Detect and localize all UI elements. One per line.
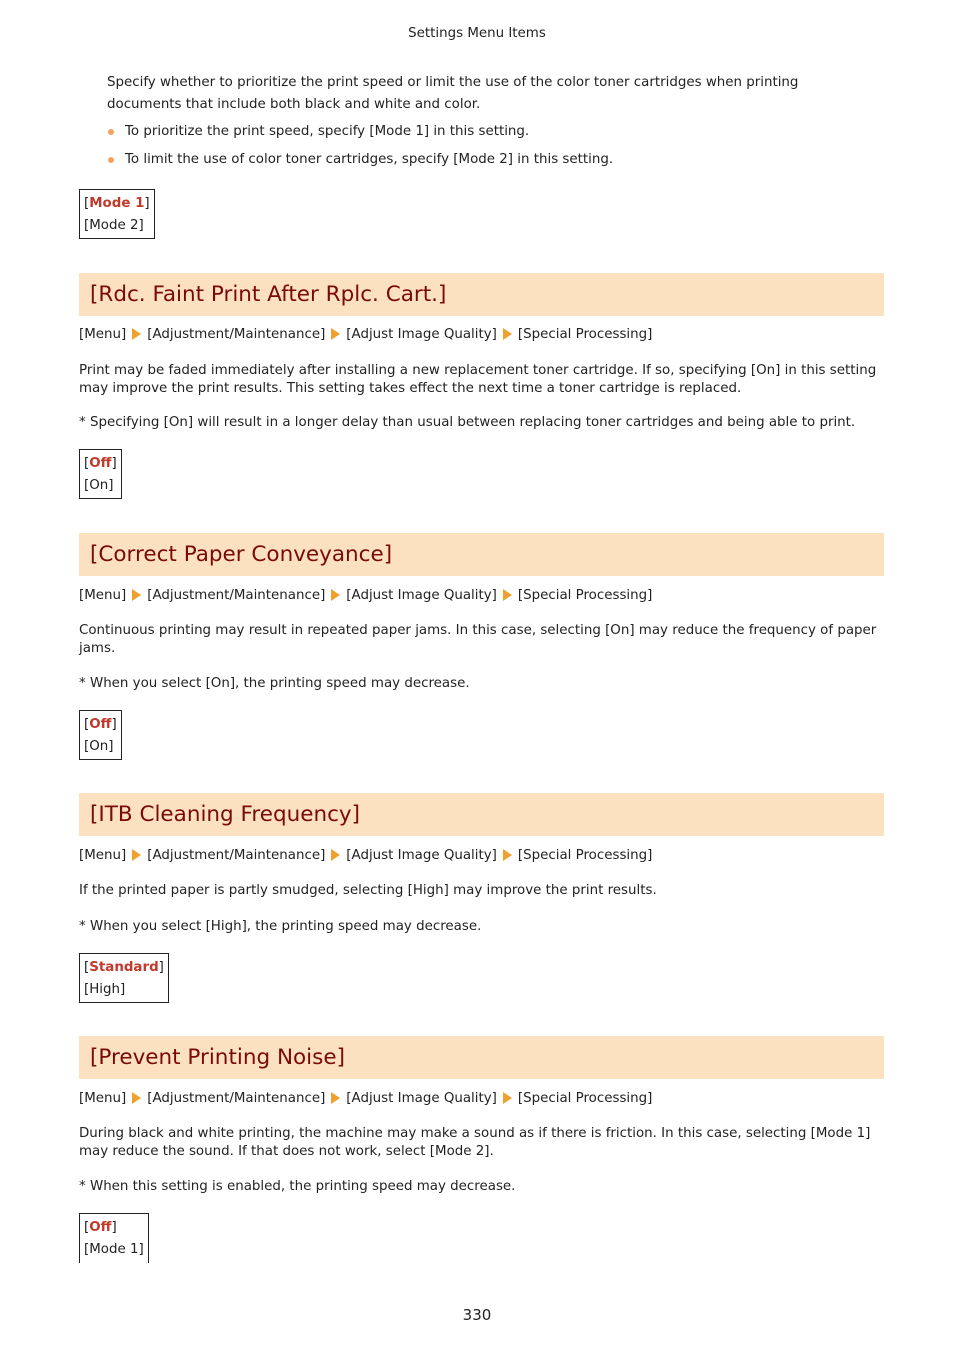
triangle-right-icon [331, 1092, 340, 1104]
default-option-value: Off [89, 456, 112, 471]
option-default: [Standard] [84, 960, 164, 975]
breadcrumb-item: [Menu] [79, 848, 127, 863]
breadcrumb-item: [Special Processing] [517, 327, 653, 342]
options-box [79, 449, 122, 499]
intro-paragraph: Specify whether to prioritize the print speed or limit the use of the color toner cartridges when printing documents that include both black and white and color. [107, 75, 799, 112]
section-description: Continuous printing may result in repeated paper jams. In this case, selecting [On] may reduce the frequency of paper jams. [79, 623, 877, 656]
default-option-value: Off [89, 717, 112, 732]
running-header: Settings Menu Items [408, 26, 546, 41]
section-description: If the printed paper is partly smudged, selecting [High] may improve the print results. [79, 883, 657, 898]
breadcrumb-item: [Menu] [79, 1091, 127, 1106]
default-option-value: Mode 1 [89, 196, 145, 211]
section-description: During black and white printing, the machine may make a sound as if there is friction. In this case, selecting [Mode 1] may reduce the sound. If that does not work, select [Mode 2]. [79, 1126, 871, 1159]
triangle-right-icon [503, 849, 512, 861]
section-heading [79, 273, 884, 316]
breadcrumb-item: [Adjust Image Quality] [346, 327, 497, 342]
section-title: [Prevent Printing Noise] [90, 1045, 345, 1070]
section-description: Print may be faded immediately after installing a new replacement toner cartridge. If so, specifying [On] in this setting may improve the print results. This setting takes effect the next time a toner cartridge is replaced. [79, 363, 877, 396]
bullet-item [107, 121, 613, 143]
triangle-right-icon [132, 1092, 141, 1104]
option-default: [Off] [84, 1220, 117, 1235]
breadcrumb-item: [Adjust Image Quality] [346, 1091, 497, 1106]
section-note: * When you select [High], the printing speed may decrease. [79, 919, 482, 934]
section-note: * When this setting is enabled, the printing speed may decrease. [79, 1179, 516, 1194]
option-default: [Mode 1] [84, 196, 150, 211]
options-box [79, 189, 155, 239]
option-alt: [High] [84, 981, 126, 997]
breadcrumb [79, 1089, 652, 1109]
triangle-right-icon [132, 849, 141, 861]
section-heading [79, 533, 884, 576]
section-heading [79, 1036, 884, 1079]
triangle-right-icon [132, 589, 141, 601]
breadcrumb-item: [Special Processing] [517, 588, 653, 603]
bullet-item [107, 149, 613, 171]
breadcrumb-item: [Adjustment/Maintenance] [147, 327, 326, 342]
section-note: * When you select [On], the printing speed may decrease. [79, 676, 470, 691]
options-box [79, 710, 122, 760]
breadcrumb-item: [Menu] [79, 327, 127, 342]
triangle-right-icon [503, 589, 512, 601]
section-title: [ITB Cleaning Frequency] [90, 802, 360, 827]
triangle-right-icon [503, 1092, 512, 1104]
breadcrumb-item: [Special Processing] [517, 1091, 653, 1106]
option-alt: [Mode 1] [84, 1241, 144, 1257]
breadcrumb-item: [Adjustment/Maintenance] [147, 848, 326, 863]
bullet-text: To prioritize the print speed, specify [Mode 1] in this setting. [125, 124, 530, 139]
section-heading [79, 793, 884, 836]
breadcrumb-item: [Special Processing] [517, 848, 653, 863]
triangle-right-icon [331, 589, 340, 601]
triangle-right-icon [132, 328, 141, 340]
breadcrumb-item: [Adjust Image Quality] [346, 848, 497, 863]
option-default: [Off] [84, 456, 117, 471]
section-note: * Specifying [On] will result in a longer delay than usual between replacing toner cartridges and being able to print. [79, 415, 856, 430]
default-option-value: Standard [89, 960, 159, 975]
breadcrumb-item: [Adjustment/Maintenance] [147, 1091, 326, 1106]
option-alt: [Mode 2] [84, 217, 144, 233]
options-box [79, 953, 169, 1003]
triangle-right-icon [503, 328, 512, 340]
option-default: [Off] [84, 717, 117, 732]
breadcrumb-item: [Menu] [79, 588, 127, 603]
breadcrumb [79, 325, 652, 345]
bullet-text: To limit the use of color toner cartridges, specify [Mode 2] in this setting. [125, 152, 614, 167]
option-alt: [On] [84, 738, 114, 754]
section-title: [Correct Paper Conveyance] [90, 542, 393, 567]
intro-bullet-list [107, 121, 613, 177]
default-option-value: Off [89, 1220, 112, 1235]
bullet-dot-icon [108, 129, 114, 135]
option-alt: [On] [84, 477, 114, 493]
section-title: [Rdc. Faint Print After Rplc. Cart.] [90, 282, 447, 307]
bullet-dot-icon [108, 157, 114, 163]
breadcrumb-item: [Adjust Image Quality] [346, 588, 497, 603]
triangle-right-icon [331, 328, 340, 340]
breadcrumb [79, 586, 652, 606]
breadcrumb-item: [Adjustment/Maintenance] [147, 588, 326, 603]
triangle-right-icon [331, 849, 340, 861]
options-box [79, 1213, 149, 1263]
breadcrumb [79, 846, 652, 866]
page-number: 330 [462, 1306, 492, 1324]
